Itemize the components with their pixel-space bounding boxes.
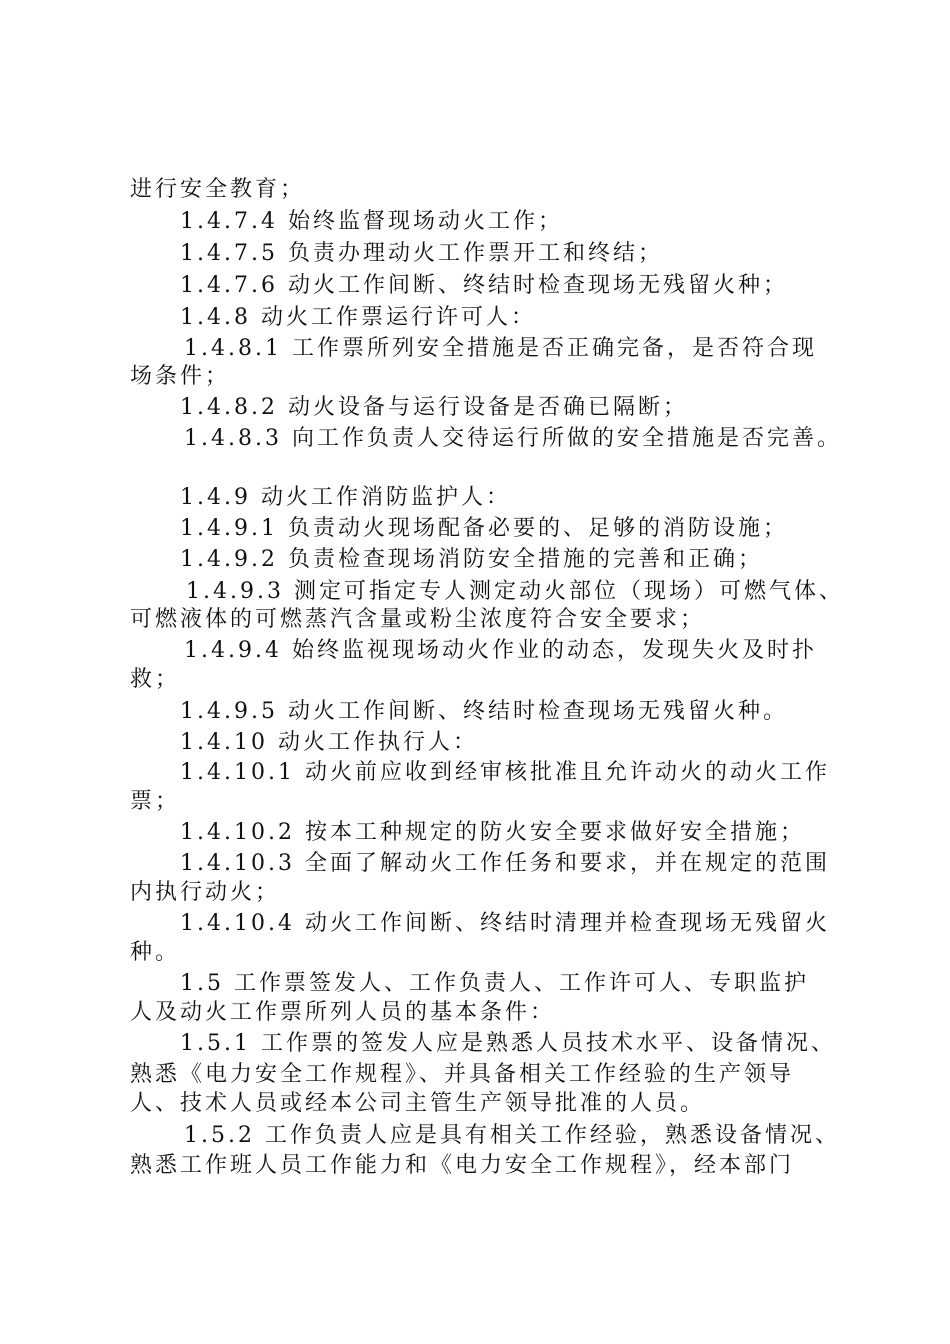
- text-line: 1.4.10.1 动火前应收到经审核批准且允许动火的动火工作: [180, 760, 830, 785]
- text-line: 1.4.10.2 按本工种规定的防火安全要求做好安全措施；: [180, 820, 805, 845]
- text-line: 1.4.9.5 动火工作间断、终结时检查现场无残留火种。: [180, 699, 788, 724]
- text-line: 1.4.9.2 负责检查现场消防安全措施的完善和正确；: [180, 547, 763, 572]
- text-line: 熟悉《电力安全工作规程》、并具备相关工作经验的生产领导: [130, 1062, 795, 1087]
- text-line: 1.5 工作票签发人、工作负责人、工作许可人、专职监护: [180, 971, 809, 996]
- text-line: 1.4.8 动火工作票运行许可人：: [180, 305, 536, 330]
- text-line: 1.4.9.1 负责动火现场配备必要的、足够的消防设施；: [180, 516, 788, 541]
- text-line: 1.4.9.4 始终监视现场动火作业的动态，发现失火及时扑: [184, 638, 817, 663]
- text-line: 1.4.9.3 测定可指定专人测定动火部位（现场）可燃气体、: [186, 579, 844, 604]
- text-line: 1.4.8.1 工作票所列安全措施是否正确完备，是否符合现: [184, 336, 817, 361]
- text-line: 人、技术人员或经本公司主管生产领导批准的人员。: [130, 1091, 706, 1116]
- text-line: 1.4.9 动火工作消防监护人：: [180, 485, 511, 510]
- text-line: 进行安全教育；: [130, 177, 306, 202]
- text-line: 1.4.10.3 全面了解动火工作任务和要求，并在规定的范围: [180, 851, 830, 876]
- text-line: 救；: [130, 667, 181, 692]
- text-line: 1.4.7.4 始终监督现场动火工作；: [180, 209, 563, 234]
- text-line: 内执行动火；: [130, 880, 281, 905]
- text-line: 1.4.7.5 负责办理动火工作票开工和终结；: [180, 241, 663, 266]
- text-line: 1.5.1 工作票的签发人应是熟悉人员技术水平、设备情况、: [180, 1031, 836, 1056]
- text-line: 1.4.10.4 动火工作间断、终结时清理并检查现场无残留火: [180, 911, 830, 936]
- text-line: 1.4.10 动火工作执行人：: [180, 730, 478, 755]
- text-line: 票；: [130, 789, 181, 814]
- text-line: 1.5.2 工作负责人应是具有相关工作经验，熟悉设备情况、: [184, 1123, 840, 1148]
- text-line: 1.4.8.3 向工作负责人交待运行所做的安全措施是否完善。: [184, 426, 842, 451]
- text-line: 1.4.8.2 动火设备与运行设备是否确已隔断；: [180, 395, 688, 420]
- text-line: 熟悉工作班人员工作能力和《电力安全工作规程》，经本部门: [130, 1153, 795, 1178]
- text-line: 场条件；: [130, 364, 231, 389]
- text-line: 种。: [130, 940, 181, 965]
- text-line: 人及动火工作票所列人员的基本条件：: [130, 1000, 556, 1025]
- text-line: 可燃液体的可燃蒸汽含量或粉尘浓度符合安全要求；: [130, 607, 706, 632]
- text-line: 1.4.7.6 动火工作间断、终结时检查现场无残留火种；: [180, 273, 788, 298]
